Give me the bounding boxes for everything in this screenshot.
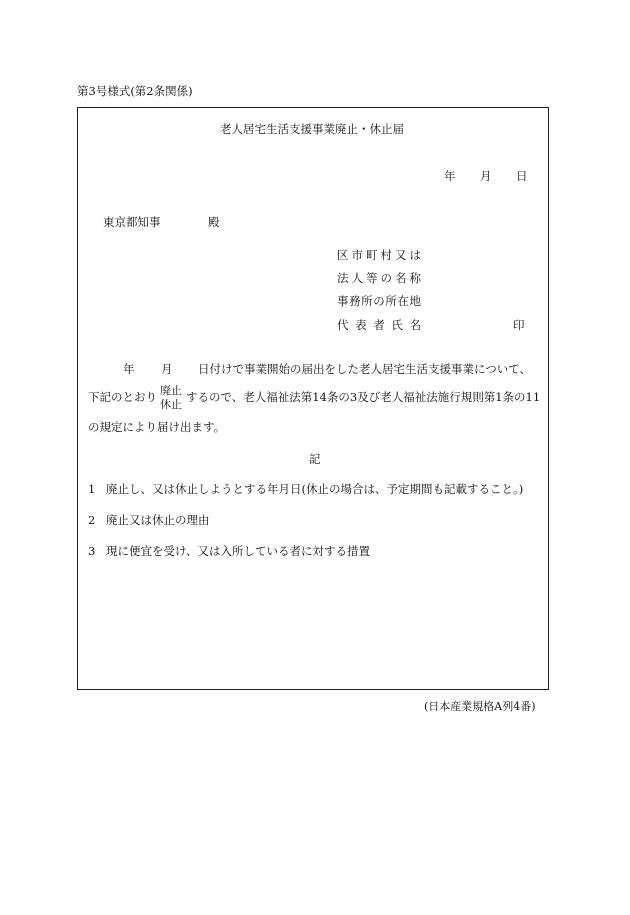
paper-size-note: (日本産業規格A列4番): [424, 700, 536, 713]
body-line-1: 日付けで事業開始の届出をした老人居宅生活支援事業について、: [198, 362, 532, 376]
body-line-3: の規定により届け出ます。: [88, 420, 226, 434]
body-line-2-suffix: するので、老人福祉法第14条の3及び老人福祉法施行規則第1条の11: [186, 390, 541, 404]
addressee-honorific: 殿: [208, 215, 220, 229]
choice-abolish: 廃止: [160, 384, 182, 397]
item-number: 1: [88, 482, 96, 496]
list-item: [88, 515, 210, 527]
applicant-office-label: 事務所の所在地: [337, 294, 421, 308]
choice-suspend: 休止: [160, 398, 182, 411]
item-text: 廃止又は休止の理由: [106, 513, 210, 527]
seal-mark: 印: [513, 318, 525, 332]
abolish-suspend-choice: [160, 384, 182, 412]
date-day-label: 日: [516, 169, 528, 183]
item-number: 2: [88, 513, 96, 527]
body-year-label: 年: [123, 362, 135, 376]
item-number: 3: [88, 544, 96, 558]
list-item: [88, 484, 523, 496]
applicant-municipality-label: 区市町村又は: [337, 248, 421, 262]
body-line-2-prefix: 下記のとおり: [88, 390, 157, 404]
item-text: 廃止し、又は休止しようとする年月日(休止の場合は、予定期間も記載すること。): [106, 482, 524, 496]
addressee: 東京都知事: [103, 215, 161, 229]
ki-heading: 記: [309, 452, 321, 466]
form-number: 第3号様式(第2条関係): [77, 84, 193, 98]
applicant-corporation-label: 法人等の名称: [337, 271, 421, 285]
list-item: [88, 546, 370, 558]
date-year-label: 年: [444, 169, 456, 183]
body-month-label: 月: [161, 362, 173, 376]
item-text: 現に便宜を受け、又は入所している者に対する措置: [106, 544, 371, 558]
form-title: 老人居宅生活支援事業廃止・休止届: [220, 122, 404, 136]
applicant-representative-label: 代表者氏名: [337, 318, 421, 332]
date-month-label: 月: [480, 169, 492, 183]
